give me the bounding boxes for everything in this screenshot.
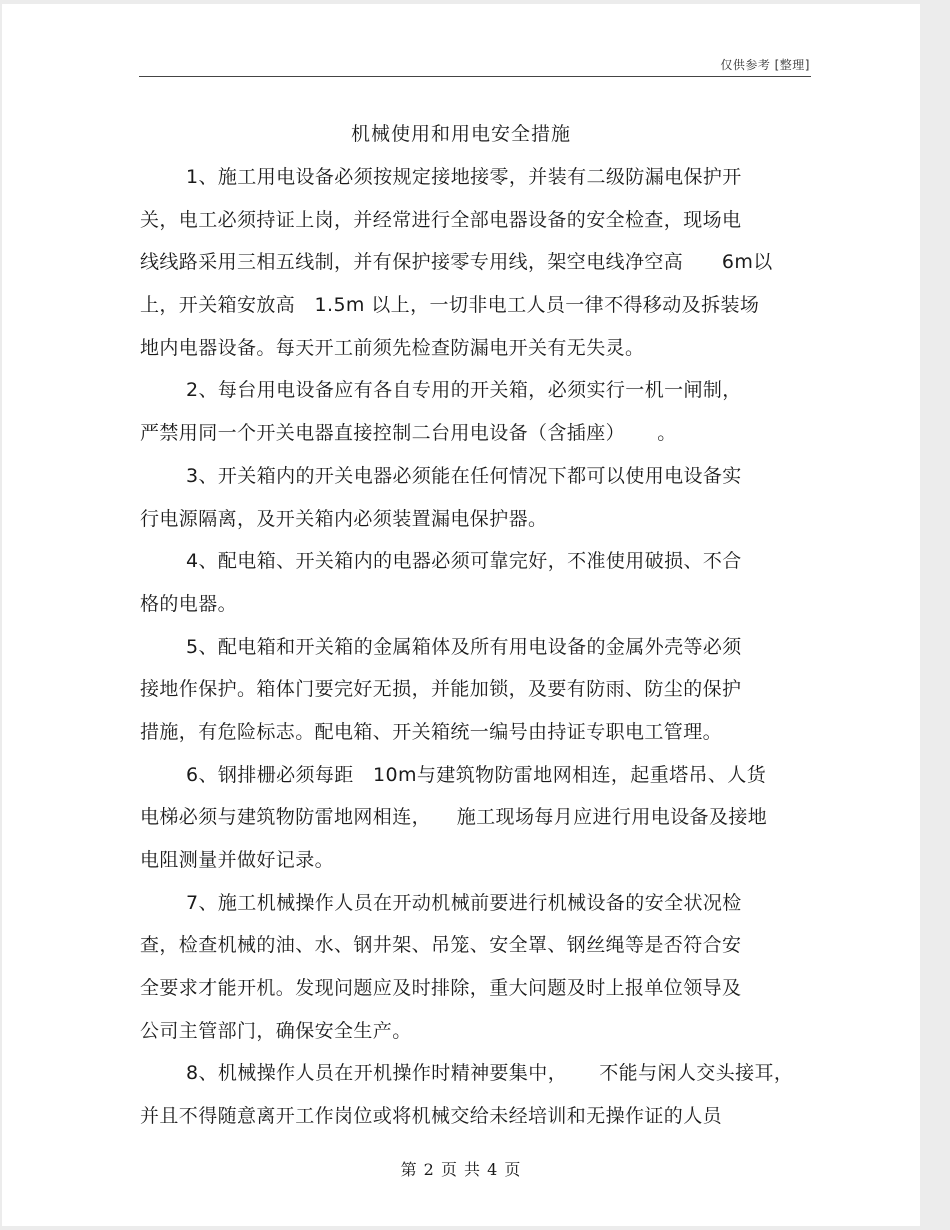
text-line: 6、钢排栅必须每距 10m与建筑物防雷地网相连，起重塔吊、人货 [186, 763, 767, 786]
text-line: 4、配电箱、开关箱内的电器必须可靠完好，不准使用破损、不合 [186, 550, 742, 573]
header-divider [139, 76, 811, 77]
document-body [140, 156, 820, 1138]
text-line: 电梯必须与建筑物防雷地网相连， 施工现场每月应进行用电设备及接地 [140, 806, 768, 829]
text-line: 查，检查机械的油、水、钢井架、吊笼、安全罩、钢丝绳等是否符合安 [140, 934, 742, 957]
text-line: 并且不得随意离开工作岗位或将机械交给未经培训和无操作证的人员 [140, 1105, 723, 1128]
text-line: 上，开关箱安放高 1.5m 以上，一切非电工人员一律不得移动及拆装场 [140, 294, 760, 317]
page-number: 第 2 页 共 4 页 [400, 1160, 522, 1179]
text-line: 2、每台用电设备应有各自专用的开关箱，必须实行一机一闸制， [186, 379, 742, 402]
text-line: 3、开关箱内的开关电器必须能在任何情况下都可以使用电设备实 [186, 464, 742, 487]
text-line: 全要求才能开机。发现问题应及时排除，重大问题及时上报单位领导及 [140, 977, 742, 1000]
text-line: 措施，有危险标志。配电箱、开关箱统一编号由持证专职电工管理。 [140, 720, 723, 743]
header-note: 仅供参考 [整理] [720, 58, 810, 72]
text-line: 8、机械操作人员在开机操作时精神要集中， 不能与闲人交头接耳， [186, 1062, 794, 1085]
text-line: 公司主管部门，确保安全生产。 [140, 1019, 412, 1042]
document-title: 机械使用和用电安全措施 [350, 123, 571, 145]
text-line: 格的电器。 [140, 592, 238, 615]
text-line: 接地作保护。箱体门要完好无损，并能加锁，及要有防雨、防尘的保护 [140, 678, 742, 701]
text-line: 1、施工用电设备必须按规定接地接零，并装有二级防漏电保护开 [186, 166, 742, 188]
text-line: 严禁用同一个开关电器直接控制二台用电设备（含插座） 。 [140, 422, 677, 445]
text-line: 电阻测量并做好记录。 [140, 849, 335, 871]
text-line: 行电源隔离，及开关箱内必须装置漏电保护器。 [140, 507, 548, 530]
text-line: 地内电器设备。每天开工前须先检查防漏电开关有无失灵。 [140, 336, 645, 359]
document-page [2, 4, 920, 1226]
text-line: 7、施工机械操作人员在开动机械前要进行机械设备的安全状况检 [186, 891, 742, 914]
text-line: 5、配电箱和开关箱的金属箱体及所有用电设备的金属外壳等必须 [186, 635, 742, 658]
text-line: 关，电工必须持证上岗，并经常进行全部电器设备的安全检查，现场电 [140, 208, 742, 231]
text-line: 线线路采用三相五线制，并有保护接零专用线，架空电线净空高 6m以 [140, 251, 773, 274]
